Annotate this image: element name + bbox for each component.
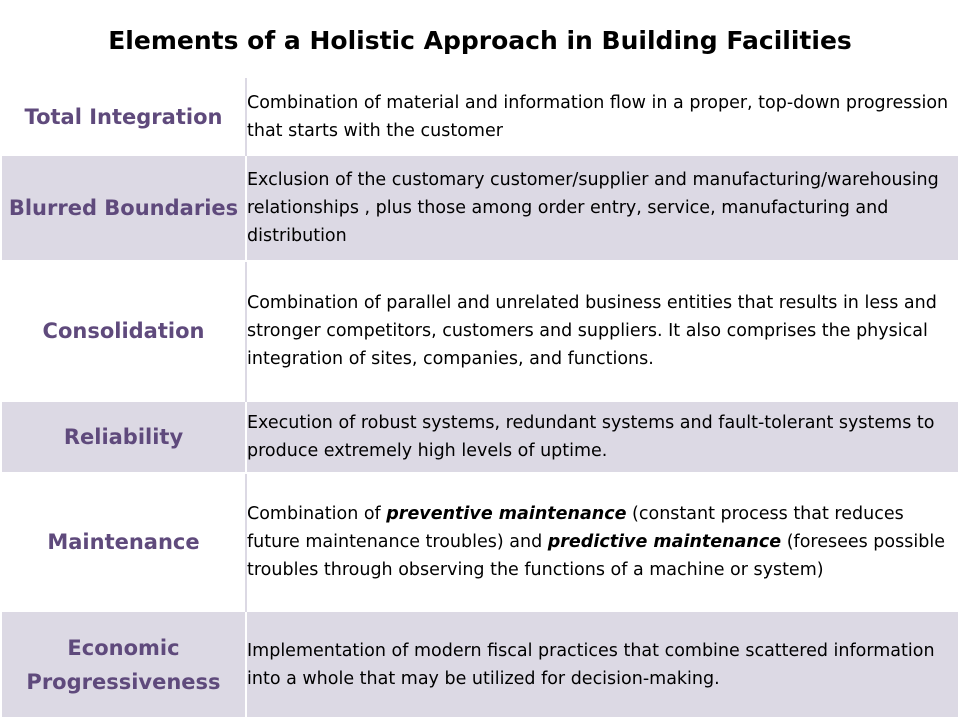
element-term: Reliability	[2, 401, 246, 473]
table-row	[2, 261, 958, 401]
emphasis-term: predictive maintenance	[547, 532, 782, 552]
page-title: Elements of a Holistic Approach in Building Facilities	[108, 26, 852, 55]
description-text: (foresees possible troubles through observing the functions of a machine or system)	[247, 532, 945, 580]
element-term: Total Integration	[2, 79, 246, 155]
description-text: (constant process that reduces future maintenance troubles) and	[247, 504, 904, 552]
emphasis-term: preventive maintenance	[386, 504, 627, 524]
element-description: Combination of parallel and unrelated business entities that results in less and stronger competitors, customers and suppliers. It also comprises the physical integration of sites, companies, and functions.	[246, 261, 958, 401]
element-description: Implementation of modern fiscal practices that combine scattered information into a whole that may be utilized for decision-making.	[246, 611, 958, 717]
description-text: Combination of	[247, 504, 387, 524]
element-description	[246, 473, 958, 611]
elements-table	[2, 78, 958, 717]
table-row	[2, 79, 958, 155]
element-term: Economic Progressiveness	[2, 611, 246, 717]
element-term: Consolidation	[2, 261, 246, 401]
table-row	[2, 155, 958, 261]
element-term: Maintenance	[2, 473, 246, 611]
table-row	[2, 611, 958, 717]
element-description: Execution of robust systems, redundant systems and fault-tolerant systems to produce extremely high levels of uptime.	[246, 401, 958, 473]
table-row	[2, 401, 958, 473]
table-row	[2, 473, 958, 611]
element-description: Exclusion of the customary customer/supplier and manufacturing/warehousing relationships , plus those among order entry, service, manufacturing and distribution	[246, 155, 958, 261]
element-term: Blurred Boundaries	[2, 155, 246, 261]
element-description: Combination of material and information flow in a proper, top-down progression that starts with the customer	[246, 79, 958, 155]
